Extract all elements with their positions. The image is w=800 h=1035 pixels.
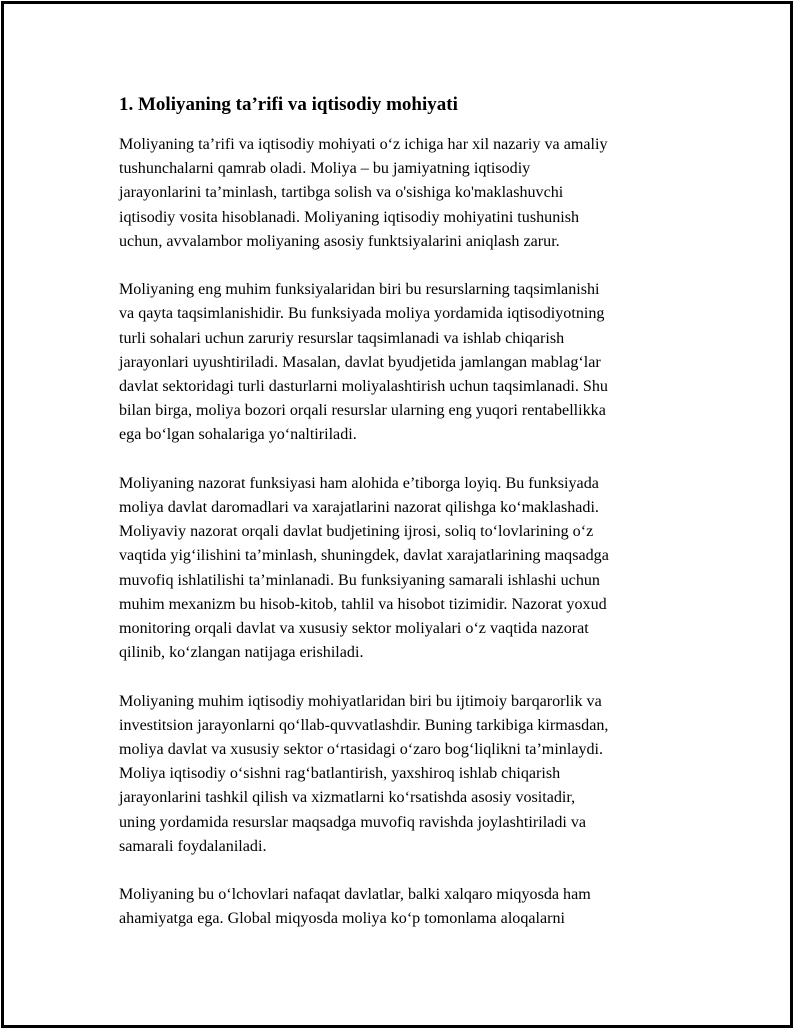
text-line: vaqtida yig‘ilishini ta’minlash, shuningdek, davlat xarajatlarining maqsadga bbox=[119, 547, 609, 565]
text-line: samarali foydalaniladi. bbox=[119, 837, 267, 855]
text-line: Moliyaning muhim iqtisodiy mohiyatlaridan biri bu ijtimoiy barqarorlik va bbox=[119, 692, 602, 710]
text-line: Moliyaviy nazorat orqali davlat budjetining ijrosi, soliq to‘lovlarining o‘z bbox=[119, 523, 594, 541]
text-line: moliya davlat daromadlari va xarajatlarini nazorat qilishga ko‘maklashadi. bbox=[119, 499, 599, 517]
paragraph-global-scale bbox=[119, 883, 699, 931]
text-line: jarayonlari uyushtiriladi. Masalan, davlat byudjetida jamlangan mablag‘lar bbox=[119, 353, 601, 371]
text-line: qilinib, ko‘zlangan natijaga erishiladi. bbox=[119, 644, 364, 662]
text-line: Moliyaning ta’rifi va iqtisodiy mohiyati o‘z ichiga har xil nazariy va amaliy bbox=[119, 136, 608, 153]
text-line: Moliyaning bu o‘lchovlari nafaqat davlatlar, balki xalqaro miqyosda ham bbox=[119, 886, 591, 904]
text-line: iqtisodiy vosita hisoblanadi. Moliyaning iqtisodiy mohiyatini tushunish bbox=[119, 208, 580, 226]
paragraph-definition bbox=[119, 133, 699, 254]
text-line: tushunchalarni qamrab oladi. Moliya – bu jamiyatning iqtisodiy bbox=[119, 160, 531, 178]
text-line: uning yordamida resurslar maqsadga muvofiq ravishda joylashtiriladi va bbox=[119, 813, 587, 831]
text-line: Moliya iqtisodiy o‘sishni rag‘batlantirish, yaxshiroq ishlab chiqarish bbox=[119, 765, 561, 783]
text-line: investitsion jarayonlarni qo‘llab-quvvatlashdir. Buning tarkibiga kirmasdan, bbox=[119, 716, 609, 734]
text-line: muvofiq ishlatilishi ta’minlanadi. Bu funksiyaning samarali ishlashi uchun bbox=[119, 571, 600, 589]
paragraph-distribution-function bbox=[119, 278, 699, 447]
text-line: va qayta taqsimlanishidir. Bu funksiyada moliya yordamida iqtisodiyotning bbox=[119, 305, 605, 323]
text-line: turli sohalari uchun zaruriy resurslar taqsimlanadi va ishlab chiqarish bbox=[119, 329, 565, 347]
text-line: moliya davlat va xususiy sektor o‘rtasidagi o‘zaro bog‘liqlikni ta’minlaydi. bbox=[119, 741, 604, 759]
text-line: monitoring orqali davlat va xususiy sektor moliyalari o‘z vaqtida nazorat bbox=[119, 620, 589, 638]
text-line: ega bo‘lgan sohalariga yo‘naltiriladi. bbox=[119, 426, 357, 444]
text-line: jarayonlarini tashkil qilish va xizmatlarni ko‘rsatishda asosiy vositadir, bbox=[119, 789, 576, 807]
text-line: Moliyaning eng muhim funksiyalaridan biri bu resurslarning taqsimlanishi bbox=[119, 281, 600, 299]
document-body bbox=[119, 92, 699, 956]
text-line: ahamiyatga ega. Global miqyosda moliya ko‘p tomonlama aloqalarni bbox=[119, 910, 566, 928]
text-line: davlat sektoridagi turli dasturlarni moliyalashtirish uchun taqsimlanadi. Shu bbox=[119, 378, 608, 396]
text-line: muhim mexanizm bu hisob-kitob, tahlil va hisobot tizimidir. Nazorat yoxud bbox=[119, 595, 607, 613]
paragraph-control-function bbox=[119, 472, 699, 666]
paragraph-social-stability bbox=[119, 690, 699, 859]
text-line: bilan birga, moliya bozori orqali resurslar ularning eng yuqori rentabellikka bbox=[119, 402, 606, 420]
text-line: Moliyaning nazorat funksiyasi ham alohida e’tiborga loyiq. Bu funksiyada bbox=[119, 474, 599, 492]
text-line: jarayonlarini ta’minlash, tartibga solish va o'sishiga ko'maklashuvchi bbox=[119, 184, 564, 202]
text-line: uchun, avvalambor moliyaning asosiy funktsiyalarini aniqlash zarur. bbox=[119, 232, 560, 250]
section-heading: 1. Moliyaning ta’rifi va iqtisodiy mohiyati bbox=[119, 94, 458, 115]
